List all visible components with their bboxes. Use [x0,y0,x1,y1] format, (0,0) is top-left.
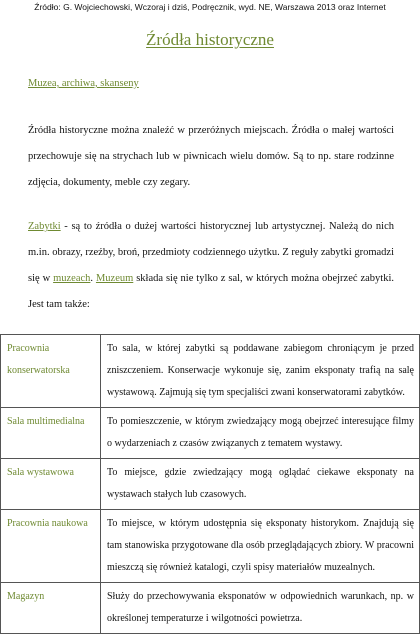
room-term: Pracownia konserwatorska [1,335,101,408]
zabytki-term: Zabytki [28,221,61,232]
room-definition: To miejsce, gdzie zwiedzający mogą oglądać ciekawe eksponaty na wystawach stałych lub czasowych. [101,459,420,510]
zabytki-text-2: . [90,273,96,284]
room-definition: To miejsce, w którym udostępnia się eksponaty historykom. Znajdują się tam stanowiska przygotowane dla osób przeglądających zbiory. W pracowni mieszczą się również katalogi, czyli spisy materiałów muzealnych. [101,510,420,583]
table-row [1,459,420,510]
table-row [1,510,420,583]
zabytki-text-3: składa się nie tylko z sal, w których można obejrzeć zabytki. Jest tam także: [28,273,394,310]
source-citation: Źródło: G. Wojciechowski, Wczoraj i dziś, Podręcznik, wyd. NE, Warszawa 2013 oraz Internet [34,2,386,12]
room-term: Magazyn [1,583,101,634]
muzeach-link[interactable]: muzeach [53,273,91,284]
section-subheading: Muzea, archiwa, skanseny [28,78,139,89]
room-definition: To pomieszczenie, w którym zwiedzający mogą obejrzeć interesujące filmy o wydarzeniach z czasów związanych z tematem wystawy. [101,408,420,459]
room-definition: Służy do przechowywania eksponatów w odpowiednich warunkach, np. w określonej temperaturze i wilgotności powietrza. [101,583,420,634]
room-term: Sala multimedialna [1,408,101,459]
muzeum-link[interactable]: Muzeum [95,273,134,284]
zabytki-text-1: - są to źródła o dużej wartości historycznej lub artystycznej. Należą do nich m.in. obrazy, rzeźby, broń, przedmioty codziennego użytku. Z reguły zabytki gromadzi się w [28,221,395,284]
table-row [1,408,420,459]
museum-rooms-table [0,334,420,634]
table-row [1,583,420,634]
intro-paragraph: Źródła historyczne można znaleźć w przeróżnych miejscach. Źródła o małej wartości przechowuje się na strychach lub w piwnicach wielu domów. Są to np. stare rodzinne zdjęcia, dokumenty, meble czy zegary. [28,125,394,188]
page-title: Źródła historyczne [146,30,274,49]
table-row [1,335,420,408]
zabytki-paragraph [28,214,394,318]
room-definition: To sala, w której zabytki są poddawane zabiegom chroniącym je przed zniszczeniem. Konserwacje wykonuje się, zanim eksponaty trafią na salę wystawową. Zajmują się tym specjaliści zwani konserwatorami zabytków. [101,335,420,408]
room-term: Sala wystawowa [1,459,101,510]
room-term: Pracownia naukowa [1,510,101,583]
